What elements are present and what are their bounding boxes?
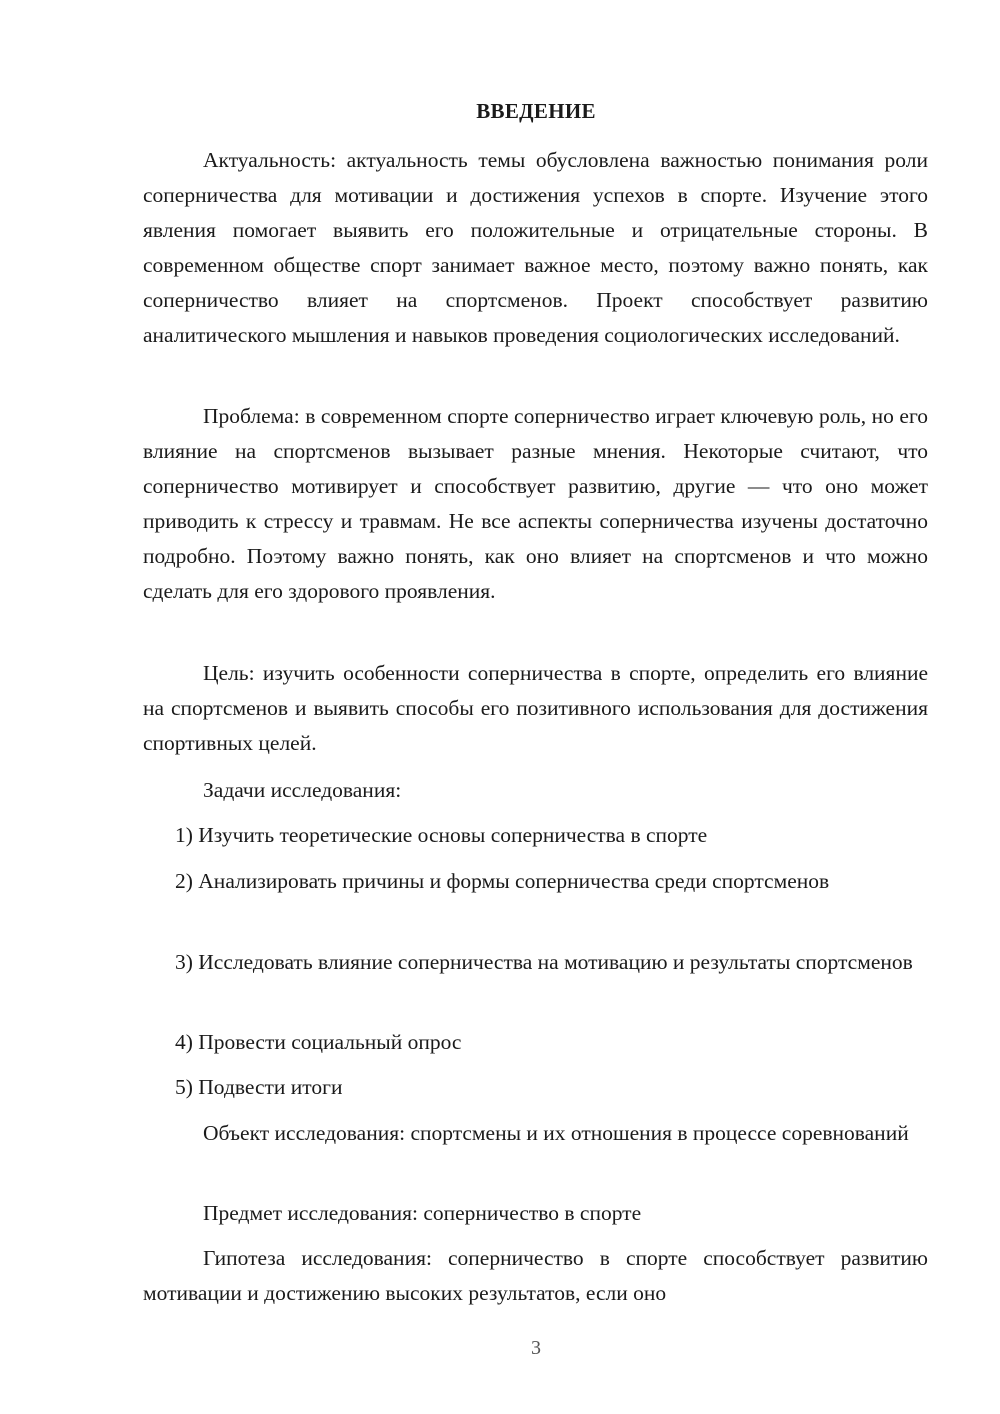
list-item-task-3: 3) Исследовать влияние соперничества на мотивацию и результаты спортсменов bbox=[175, 950, 913, 974]
paragraph-object: Объект исследования: спортсмены и их отношения в процессе соревнований bbox=[203, 1121, 909, 1145]
list-item-task-4: 4) Провести социальный опрос bbox=[175, 1030, 462, 1054]
list-item-task-1: 1) Изучить теоретические основы соперничества в спорте bbox=[175, 823, 708, 847]
paragraph-goal: Цель: изучить особенности соперничества в спорте, определить его влияние на спортсменов и выявить способы его позитивного использования для достижения спортивных целей. bbox=[143, 661, 928, 755]
paragraph-hypothesis: Гипотеза исследования: соперничество в спорте способствует развитию мотивации и достижению высоких результатов, если оно bbox=[143, 1246, 928, 1305]
section-heading: ВВЕДЕНИЕ bbox=[476, 99, 596, 123]
tasks-title: Задачи исследования: bbox=[203, 778, 402, 802]
list-item-task-5: 5) Подвести итоги bbox=[175, 1075, 343, 1099]
paragraph-subject: Предмет исследования: соперничество в спорте bbox=[203, 1201, 642, 1225]
paragraph-problem: Проблема: в современном спорте соперничество играет ключевую роль, но его влияние на спортсменов вызывает разные мнения. Некоторые считают, что соперничество мотивирует и способствует развитию, другие — что оно может приводить к стрессу и травмам. Не все аспекты соперничества изучены достаточно подробно. Поэтому важно понять, как оно влияет на спортсменов и что можно сделать для его здорового проявления. bbox=[143, 404, 928, 603]
paragraph-relevance: Актуальность: актуальность темы обусловлена важностью понимания роли соперничества для мотивации и достижения успехов в спорте. Изучение этого явления помогает выявить его положительные и отрицательные стороны. В современном обществе спорт занимает важное место, поэтому важно понять, как соперничество влияет на спортсменов. Проект способствует развитию аналитического мышления и навыков проведения социологических исследований. bbox=[143, 148, 928, 347]
page-number: 3 bbox=[531, 1337, 541, 1359]
list-item-task-2: 2) Анализировать причины и формы соперничества среди спортсменов bbox=[175, 869, 830, 893]
